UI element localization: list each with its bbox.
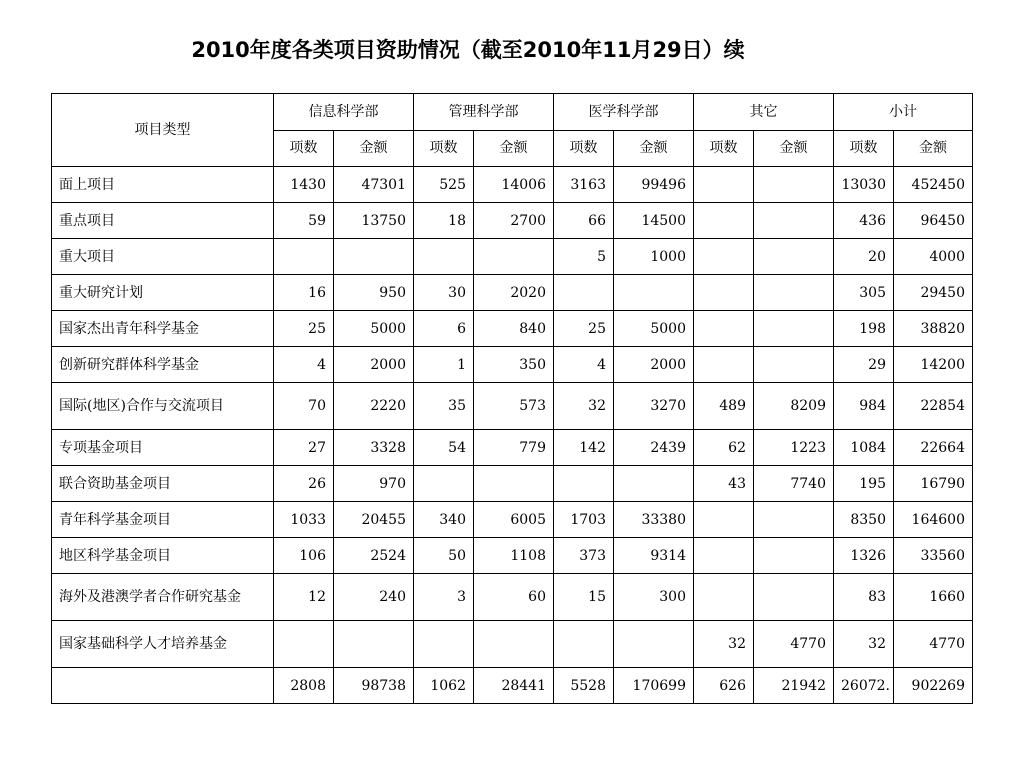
row-label: 联合资助基金项目 — [52, 466, 274, 502]
cell-amount: 7740 — [754, 466, 834, 502]
row-label: 重点项目 — [52, 203, 274, 239]
row-label: 国家基础科学人才培养基金 — [52, 621, 274, 668]
cell-amount: 2020 — [474, 275, 554, 311]
cell-count: 198 — [834, 311, 894, 347]
cell-amount — [334, 621, 414, 668]
cell-count: 32 — [834, 621, 894, 668]
cell-count — [274, 239, 334, 275]
cell-amount: 2524 — [334, 538, 414, 574]
cell-amount: 60 — [474, 574, 554, 621]
cell-count: 142 — [554, 430, 614, 466]
cell-count: 70 — [274, 383, 334, 430]
header-amount: 金额 — [894, 130, 973, 167]
cell-amount — [754, 502, 834, 538]
table-total-row — [52, 668, 973, 704]
table-row — [52, 311, 973, 347]
cell-amount: 2000 — [334, 347, 414, 383]
table-row — [52, 275, 973, 311]
cell-amount — [614, 466, 694, 502]
table-row — [52, 621, 973, 668]
cell-count: 25 — [274, 311, 334, 347]
cell-amount: 14200 — [894, 347, 973, 383]
cell-count: 373 — [554, 538, 614, 574]
cell-count: 1430 — [274, 167, 334, 203]
cell-amount: 98738 — [334, 668, 414, 704]
cell-count: 62 — [694, 430, 754, 466]
header-group: 信息科学部 — [274, 94, 414, 131]
row-label: 国家杰出青年科学基金 — [52, 311, 274, 347]
cell-count: 32 — [694, 621, 754, 668]
table-row — [52, 430, 973, 466]
row-label: 海外及港澳学者合作研究基金 — [52, 574, 274, 621]
cell-amount — [754, 347, 834, 383]
cell-count — [554, 466, 614, 502]
cell-count — [694, 538, 754, 574]
table-row — [52, 239, 973, 275]
cell-amount: 16790 — [894, 466, 973, 502]
cell-amount: 779 — [474, 430, 554, 466]
table-row — [52, 383, 973, 430]
cell-count — [554, 275, 614, 311]
cell-count: 30 — [414, 275, 474, 311]
cell-count: 54 — [414, 430, 474, 466]
cell-amount — [614, 275, 694, 311]
header-amount: 金额 — [334, 130, 414, 167]
cell-count: 1084 — [834, 430, 894, 466]
cell-count: 4 — [274, 347, 334, 383]
row-label: 重大项目 — [52, 239, 274, 275]
cell-count — [414, 466, 474, 502]
row-label — [52, 668, 274, 704]
cell-count: 984 — [834, 383, 894, 430]
cell-count — [414, 621, 474, 668]
row-label: 专项基金项目 — [52, 430, 274, 466]
cell-amount: 240 — [334, 574, 414, 621]
cell-amount: 970 — [334, 466, 414, 502]
cell-amount: 14500 — [614, 203, 694, 239]
cell-amount — [754, 538, 834, 574]
cell-count — [694, 502, 754, 538]
cell-amount: 1660 — [894, 574, 973, 621]
cell-amount: 47301 — [334, 167, 414, 203]
cell-count: 35 — [414, 383, 474, 430]
cell-count: 489 — [694, 383, 754, 430]
cell-count: 16 — [274, 275, 334, 311]
cell-count — [694, 311, 754, 347]
cell-amount: 452450 — [894, 167, 973, 203]
cell-amount: 840 — [474, 311, 554, 347]
cell-amount: 4000 — [894, 239, 973, 275]
cell-count: 15 — [554, 574, 614, 621]
cell-count: 29 — [834, 347, 894, 383]
cell-count: 1 — [414, 347, 474, 383]
cell-amount: 8209 — [754, 383, 834, 430]
cell-count: 340 — [414, 502, 474, 538]
cell-count: 305 — [834, 275, 894, 311]
cell-amount: 28441 — [474, 668, 554, 704]
cell-count: 26072. — [834, 668, 894, 704]
cell-count — [694, 167, 754, 203]
cell-amount: 3270 — [614, 383, 694, 430]
cell-amount — [474, 239, 554, 275]
cell-count: 13030 — [834, 167, 894, 203]
cell-amount — [754, 574, 834, 621]
cell-count: 626 — [694, 668, 754, 704]
header-count: 项数 — [554, 130, 614, 167]
cell-count: 5528 — [554, 668, 614, 704]
cell-amount: 14006 — [474, 167, 554, 203]
table-row — [52, 347, 973, 383]
table-row — [52, 502, 973, 538]
cell-count: 4 — [554, 347, 614, 383]
cell-amount: 1108 — [474, 538, 554, 574]
cell-amount: 902269 — [894, 668, 973, 704]
cell-amount: 96450 — [894, 203, 973, 239]
cell-count: 32 — [554, 383, 614, 430]
cell-count: 8350 — [834, 502, 894, 538]
cell-count — [694, 203, 754, 239]
cell-count: 3163 — [554, 167, 614, 203]
cell-amount — [754, 239, 834, 275]
row-label: 青年科学基金项目 — [52, 502, 274, 538]
cell-amount: 22854 — [894, 383, 973, 430]
row-label: 创新研究群体科学基金 — [52, 347, 274, 383]
header-amount: 金额 — [754, 130, 834, 167]
cell-count: 59 — [274, 203, 334, 239]
cell-amount — [754, 167, 834, 203]
cell-amount: 573 — [474, 383, 554, 430]
cell-amount: 300 — [614, 574, 694, 621]
header-count: 项数 — [274, 130, 334, 167]
table-row — [52, 466, 973, 502]
cell-amount: 20455 — [334, 502, 414, 538]
cell-amount: 29450 — [894, 275, 973, 311]
cell-count: 5 — [554, 239, 614, 275]
header-amount: 金额 — [474, 130, 554, 167]
cell-amount: 4770 — [894, 621, 973, 668]
header-group: 其它 — [694, 94, 834, 131]
cell-count: 525 — [414, 167, 474, 203]
cell-amount — [474, 466, 554, 502]
cell-count: 66 — [554, 203, 614, 239]
cell-count: 195 — [834, 466, 894, 502]
cell-count — [694, 347, 754, 383]
cell-count: 20 — [834, 239, 894, 275]
cell-count — [554, 621, 614, 668]
cell-amount: 170699 — [614, 668, 694, 704]
cell-amount — [334, 239, 414, 275]
cell-amount: 350 — [474, 347, 554, 383]
cell-amount — [754, 203, 834, 239]
cell-amount — [614, 621, 694, 668]
header-count: 项数 — [834, 130, 894, 167]
header-project-type: 项目类型 — [52, 94, 274, 167]
cell-count: 1703 — [554, 502, 614, 538]
cell-count: 2808 — [274, 668, 334, 704]
cell-amount — [754, 311, 834, 347]
cell-count: 1033 — [274, 502, 334, 538]
table-row — [52, 538, 973, 574]
funding-table — [51, 93, 973, 704]
cell-amount: 33560 — [894, 538, 973, 574]
cell-count: 436 — [834, 203, 894, 239]
cell-count: 27 — [274, 430, 334, 466]
cell-count: 12 — [274, 574, 334, 621]
header-row-groups — [52, 94, 973, 131]
cell-count — [694, 275, 754, 311]
cell-amount: 2700 — [474, 203, 554, 239]
table-body — [52, 167, 973, 704]
cell-amount: 5000 — [614, 311, 694, 347]
header-group: 小计 — [834, 94, 973, 131]
row-label: 面上项目 — [52, 167, 274, 203]
header-group: 医学科学部 — [554, 94, 694, 131]
cell-count: 1326 — [834, 538, 894, 574]
cell-amount: 164600 — [894, 502, 973, 538]
table-row — [52, 167, 973, 203]
cell-amount: 33380 — [614, 502, 694, 538]
cell-amount: 99496 — [614, 167, 694, 203]
cell-count: 18 — [414, 203, 474, 239]
cell-count — [694, 574, 754, 621]
cell-amount: 1223 — [754, 430, 834, 466]
cell-count: 26 — [274, 466, 334, 502]
cell-count: 50 — [414, 538, 474, 574]
cell-count — [694, 239, 754, 275]
cell-count — [414, 239, 474, 275]
page-title: 2010年度各类项目资助情况（截至2010年11月29日）续 — [191, 38, 745, 62]
cell-amount: 5000 — [334, 311, 414, 347]
cell-amount: 6005 — [474, 502, 554, 538]
cell-count: 106 — [274, 538, 334, 574]
cell-amount — [754, 275, 834, 311]
cell-amount: 950 — [334, 275, 414, 311]
cell-count: 25 — [554, 311, 614, 347]
table-row — [52, 574, 973, 621]
table-row — [52, 203, 973, 239]
cell-amount: 2000 — [614, 347, 694, 383]
cell-amount: 38820 — [894, 311, 973, 347]
header-group: 管理科学部 — [414, 94, 554, 131]
cell-amount — [474, 621, 554, 668]
cell-count: 3 — [414, 574, 474, 621]
cell-count — [274, 621, 334, 668]
cell-count: 83 — [834, 574, 894, 621]
cell-amount: 2220 — [334, 383, 414, 430]
row-label: 重大研究计划 — [52, 275, 274, 311]
cell-count: 43 — [694, 466, 754, 502]
cell-amount: 2439 — [614, 430, 694, 466]
header-amount: 金额 — [614, 130, 694, 167]
cell-amount: 13750 — [334, 203, 414, 239]
cell-amount: 9314 — [614, 538, 694, 574]
row-label: 国际(地区)合作与交流项目 — [52, 383, 274, 430]
cell-amount: 1000 — [614, 239, 694, 275]
row-label: 地区科学基金项目 — [52, 538, 274, 574]
cell-count: 6 — [414, 311, 474, 347]
cell-amount: 22664 — [894, 430, 973, 466]
cell-amount: 4770 — [754, 621, 834, 668]
cell-count: 1062 — [414, 668, 474, 704]
header-count: 项数 — [414, 130, 474, 167]
cell-amount: 21942 — [754, 668, 834, 704]
header-count: 项数 — [694, 130, 754, 167]
cell-amount: 3328 — [334, 430, 414, 466]
